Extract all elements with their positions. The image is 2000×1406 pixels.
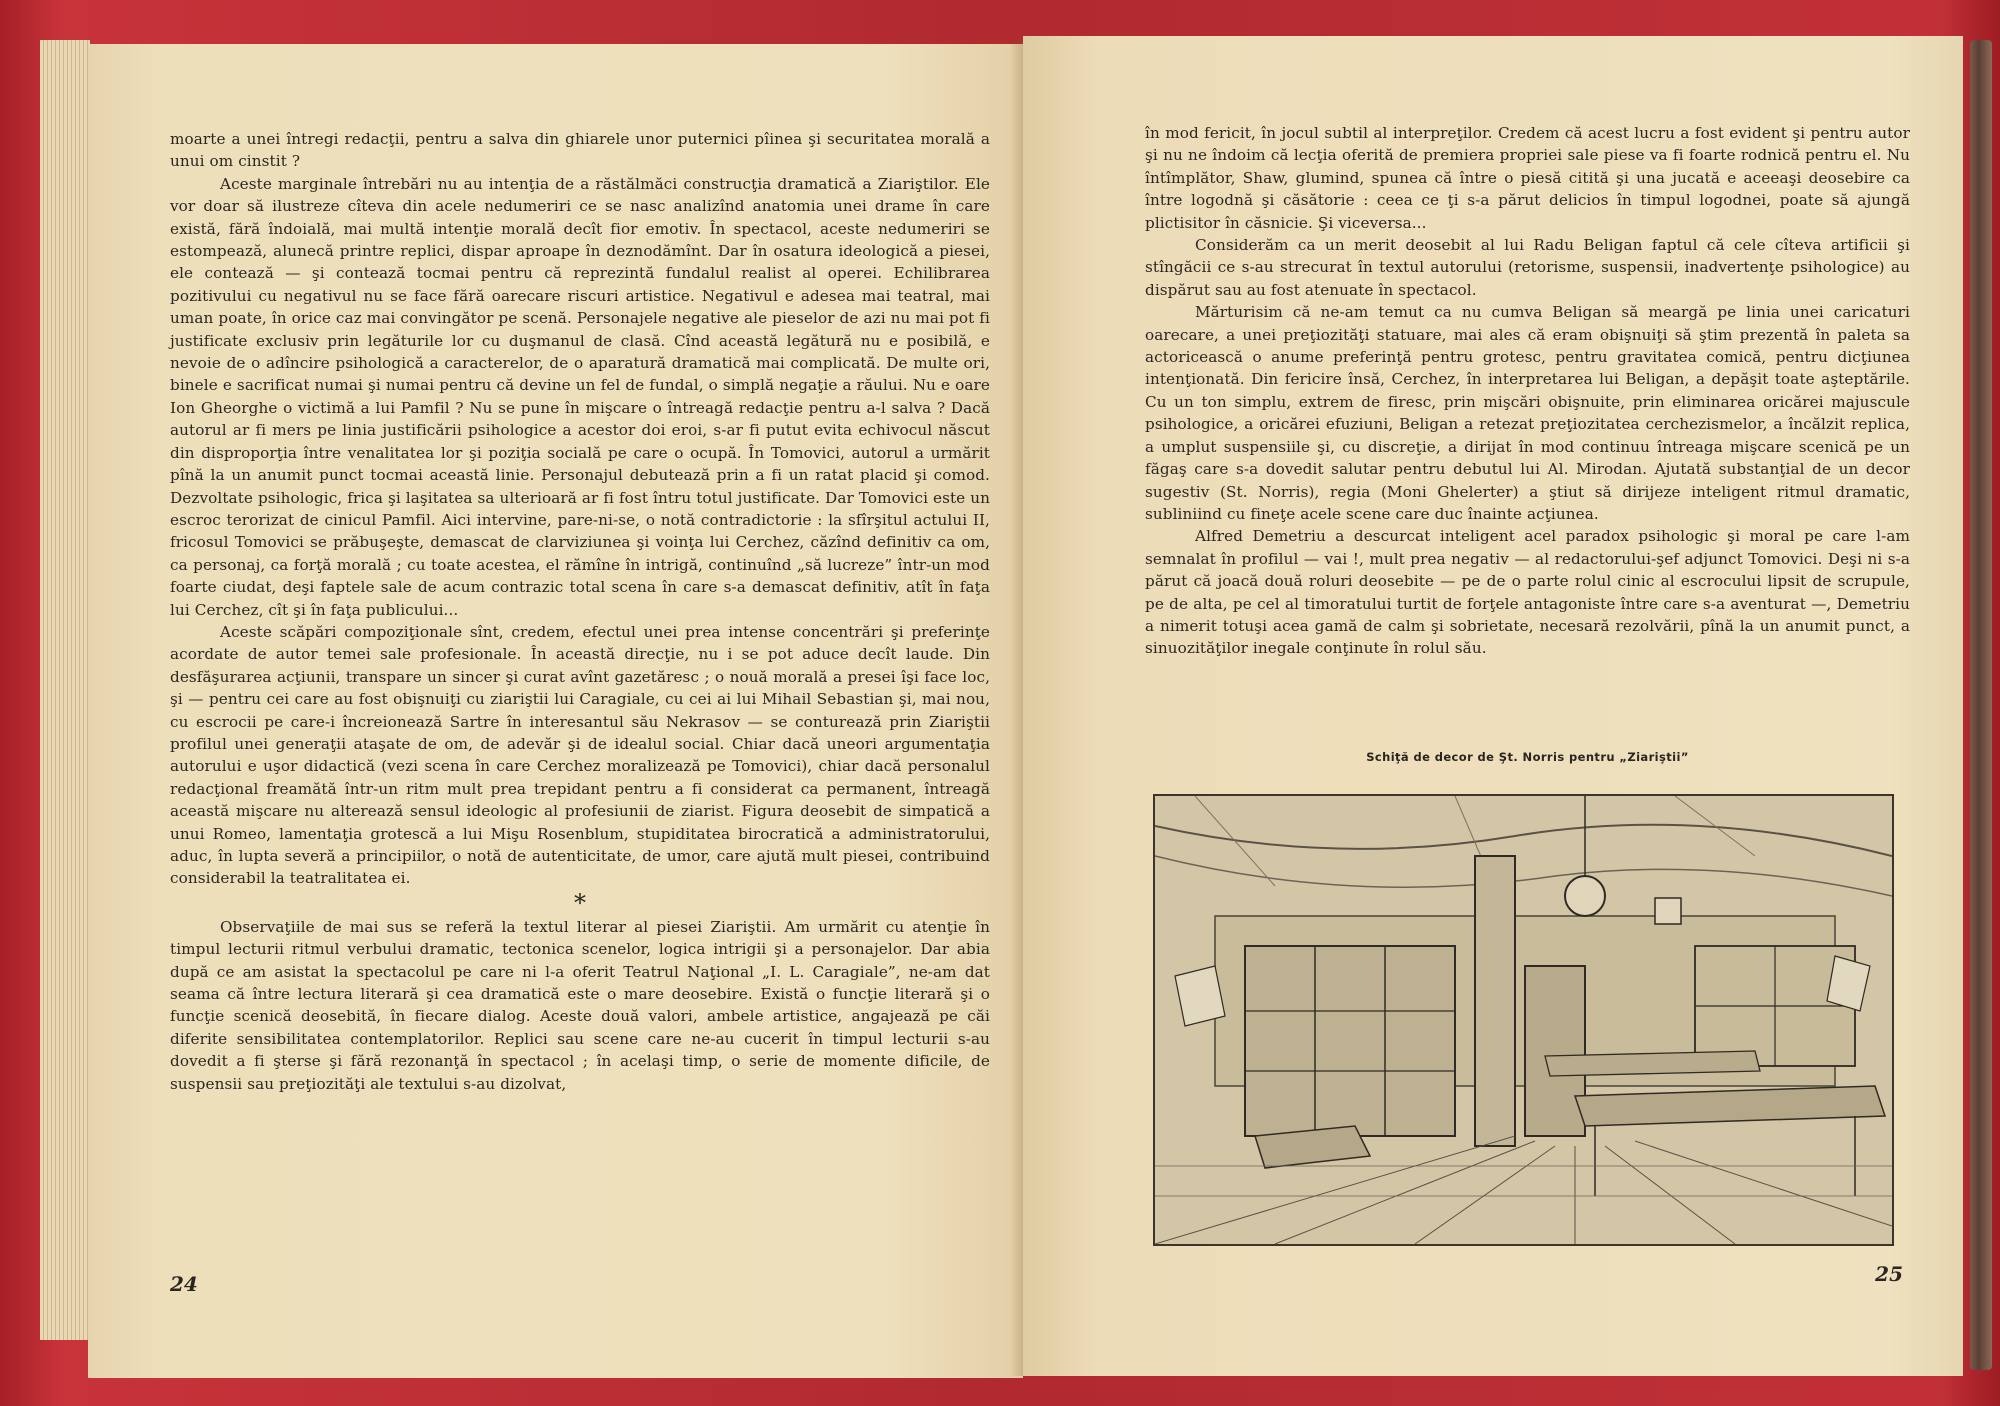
page-number-left: 24 [170,1272,198,1296]
paragraph: Aceste scăpări compoziţionale sînt, credem, efectul unei prea intense concentrări şi preferinţe acordate de autor temei sale profesionale. În această direcţie, nu i se pot aduce decît laude. Din desfăşurarea acţiunii, transpare un sincer şi curat avînt gazetăresc ; o nouă morală a presei îşi face loc, şi — pentru cei care au fost obişnuiţi cu ziariştii lui Caragiale, cu cei ai lui Mihail Sebastian şi, mai nou, cu escrocii pe care-i încreionează Sartre în interesantul său Nekrasov — se conturează prin Ziariştii profilul unei generaţii ataşate de om, de adevăr şi de idealul social. Chiar dacă uneori argumentaţia autorului e uşor didactică (vezi scena în care Cerchez moralizează pe Tomovici), chiar dacă personalul redacţional freamătă într-un ritm mult prea trepidant pentru a fi considerat ca permanent, întreagă această mişcare nu alterează sensul ideologic al profesiunii de ziarist. Figura deosebit de simpatică a unui Romeo, lamentaţia grotescă a lui Mişu Rosenblum, stupiditatea birocratică a administratorului, aduc, în lupta severă a principiilor, o notă de autenticitate, de umor, care ajută mult piesei, contribuind considerabil la teatralitatea ei. [170,622,990,888]
section-separator: * [573,888,587,917]
paragraph: Observaţiile de mai sus se referă la textul literar al piesei Ziariştii. Am urmărit cu atenţie în timpul lecturii ritmul verbului dramatic, tectonica scenelor, logica intrigii şi a personajelor. Dar abia după ce am asistat la spectacolul pe care ni l-a oferit Teatrul Naţional „I. L. Caragiale”, ne-am dat seama că între lectura literară şi cea dramatică este o mare deosebire. Există o funcţie literară şi o funcţie scenică deosebită, în fiecare dialog. Aceste două valori, ambele artistice, angajează pe căi diferite sensibilitatea contemplatorilor. Replici sau scene care ne-au cucerit în timpul lecturii s-au dovedit a fi şterse şi fără rezonanţă în spectacol ; în acelaşi timp, o serie de momente dificile, de suspensii sau preţiozităţi ale textului s-au dizolvat, [170,917,990,1093]
paragraph: moarte a unei întregi redacţii, pentru a salva din ghiarele unor puternici pîinea şi securitatea morală a unui om cinstit ? [170,130,990,171]
page-leaf-edges [40,40,90,1340]
cover-edge [1970,40,1992,1370]
figure-caption: Schiţă de decor de Şt. Norris pentru „Ziariştii” [1366,750,1689,764]
paragraph: Considerăm ca un merit deosebit al lui Radu Beligan faptul că cele cîteva artificii şi stîngăcii ce s-au strecurat în textul autorului (retorisme, suspensii, inadvertenţe psihologice) au dispărut sau au fost atenuate în spectacol. [1145,236,1910,299]
paragraph: Mărturisim că ne-am temut ca nu cumva Beligan să meargă pe linia unei caricaturi oarecare, a unei preţiozităţi statuare, mai ales că eram obişnuiţi să ştim prezentă în paleta sa actoricească o anume preferinţă pentru grotesc, pentru gravitatea comică, pentru dicţiunea intenţionată. Din fericire însă, Cerchez, în interpretarea lui Beligan, a depăşit toate aşteptările. Cu un ton simplu, extrem de firesc, prin mişcări obişnuite, prin eliminarea oricărei majuscule psihologice, a oricărei efuziuni, Beligan a retezat preţiozitatea cerchezismelor, a încălzit replica, a umplut suspensiile şi, cu discreţie, a dirijat în mod continuu întreaga mişcare scenică pe un făgaş care s-a dovedit salutar pentru debutul lui Al. Mirodan. Ajutată substanţial de un decor sugestiv (St. Norris), regia (Moni Ghelerter) a ştiut să dirijeze inteligent ritmul dramatic, subliniind cu fineţe acele scene care duc înainte acţiunea. [1145,303,1910,523]
paragraph: Alfred Demetriu a descurcat inteligent acel paradox psihologic şi moral pe care l-am semnalat în profilul — vai !, mult prea negativ — al redactorului-şef adjunct Tomovici. Deşi ni s-a părut că joacă două roluri deosebite — pe de o parte rolul cinic al escrocului lipsit de scrupule, pe de alta, pe cel al timoratului turtit de forţele antagoniste între care s-a aventurat —, Demetriu a nimerit totuşi acea gamă de calm şi sobrietate, necesară rezolvării, pînă la un anumit punct, a sinuozităţilor inegale conţinute în rolul său. [1145,527,1910,658]
right-text-column [1145,122,1910,660]
page-number-right: 25 [1875,1262,1903,1286]
sketch-drawing [1155,796,1892,1244]
stage-set-sketch-image [1153,794,1894,1246]
left-text-column [170,128,990,1095]
paragraph: în mod fericit, în jocul subtil al interpreţilor. Credem că acest lucru a fost evident şi pentru autor şi nu ne îndoim că lecţia oferită de premiera propriei sale piese va fi foarte rodnică pentru el. Nu întîmplător, Shaw, glumind, spunea că între o piesă citită şi una jucată e aceeaşi deosebire ca între logodnă şi căsătorie : ceea ce ţi s-a părut delicios în timpul logodnei, poate să ajungă plictisitor în căsnicie. Şi viceversa... [1145,124,1910,232]
right-page [1023,36,1963,1376]
left-page [88,44,1023,1378]
paragraph: Aceste marginale întrebări nu au intenţia de a răstălmăci construcţia dramatică a Ziariştilor. Ele vor doar să ilustreze cîteva din acele nedumeriri ce se nasc analizînd anatomia unei drame în care există, fără îndoială, mai multă intenţie morală decît fior emotiv. În spectacol, aceste nedumeriri se estompează, alunecă printre replici, dispar aproape în deznodămînt. Dar în osatura ideologică a piesei, ele contează — şi contează tocmai pentru că reprezintă fundalul realist al operei. Echilibrarea pozitivului cu negativul nu se face fără oarecare riscuri artistice. Negativul e adesea mai teatral, mai uman poate, în orice caz mai convingător pe scenă. Personajele negative ale pieselor de azi nu mai pot fi justificate exclusiv prin legăturile lor cu duşmanul de clasă. Cînd această legătură nu e posibilă, e nevoie de o adîncire psihologică a caracterelor, de o aparatură dramatică mai complicată. De multe ori, binele e sacrificat numai şi numai pentru că devine un fel de fundal, o simplă negaţie a răului. Nu e oare Ion Gheorghe o victimă a lui Pamfil ? Nu se pune în mişcare o întreagă redacţie pentru a-l salva ? Dacă autorul ar fi mers pe linia justificării psihologice a acestor doi eroi, s-ar fi putut evita echivocul născut din disproporţia între venalitatea lor şi poziţia socială pe care o ocupă. În Tomovici, autorul a urmărit pînă la un anumit punct tocmai această linie. Personajul debutează prin a fi un ratat placid şi comod. Dezvoltate psihologic, frica şi laşitatea sa ulterioară ar fi fost întru totul justificate. Dar Tomovici este un escroc terorizat de cinicul Pamfil. Aici intervine, pare-ni-se, o notă contradictorie : la sfîrşitul actului II, fricosul Tomovici se prăbuşeşte, demascat de clarviziunea şi voinţa lui Cerchez, căzînd definitiv ca om, ca personaj, ca forţă morală ; cu toate acestea, el rămîne în intrigă, continuînd „să lucreze” într-un mod foarte ciudat, deşi faptele sale de acum contrazic total scena în care s-a demascat definitiv, atît în faţa lui Cerchez, cît şi în faţa publicului... [170,174,990,619]
